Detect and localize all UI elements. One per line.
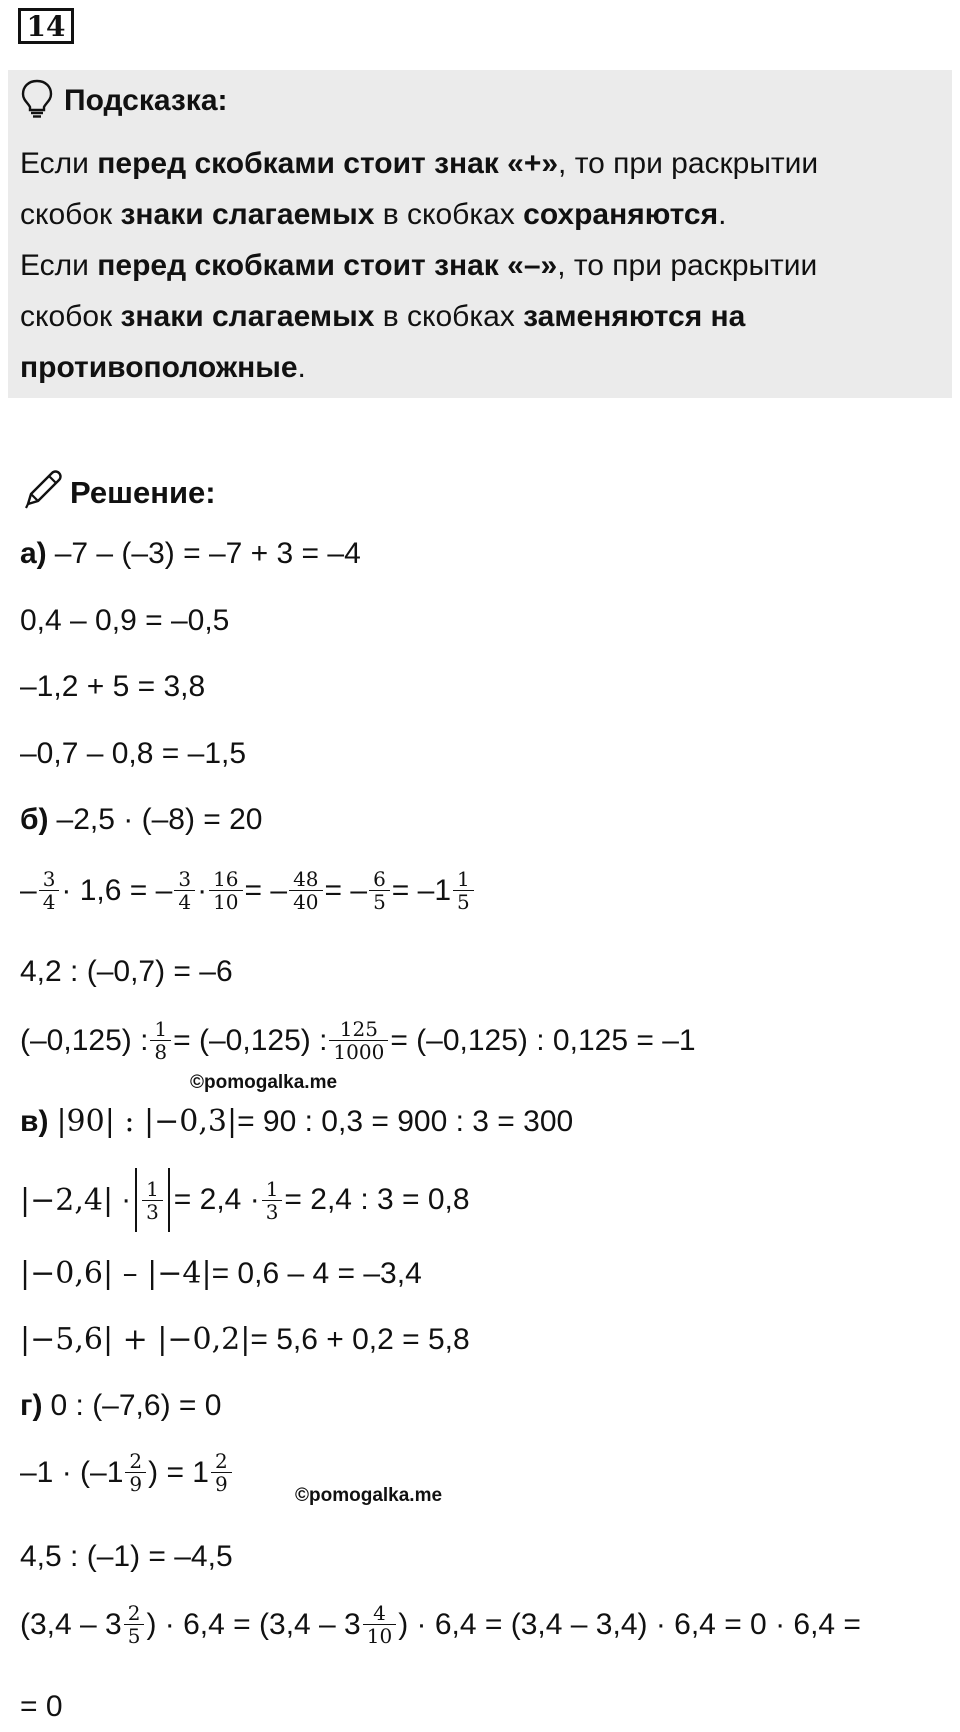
expression-part: = 2,4 · [173,1183,260,1216]
solution-line-v2 [20,1168,470,1232]
expression-part: = (–0,125) : 0,125 = –1 [390,1023,696,1057]
fraction: $\frac{3}{4}$ [41,868,58,913]
expression: 4,2 : (–0,7) = –6 [20,955,233,988]
solution-line-b4 [20,1018,696,1063]
expression-part: · [121,1183,132,1216]
watermark: ©pomogalka.me [295,1485,443,1506]
expression-part: · [197,873,208,907]
expression: 0,4 – 0,9 = –0,5 [20,604,230,637]
fraction: $\frac{4}{10}$ [365,1602,394,1647]
watermark: ©pomogalka.me [190,1072,338,1093]
task-number: 14 [18,8,74,44]
expression-part: = – [244,873,288,907]
expression: 0 : (–7,6) = 0 [50,1389,222,1422]
fraction: $\frac{1}{8}$ [152,1018,169,1063]
math-expression: |−2,4| [20,1182,114,1218]
solution-header [20,468,216,517]
expression: –2,5 · (–8) = 20 [56,803,263,836]
fraction: $\frac{1}{5}$ [455,868,472,913]
expression-part: = (–0,125) : [173,1023,328,1057]
solution-line-v4 [20,1322,470,1357]
expression: –7 – (–3) = –7 + 3 = –4 [54,537,361,570]
expression-part: ) · 6,4 = (3,4 – 3 [146,1607,361,1641]
solution-line-g3 [20,1540,233,1574]
part-label-g: г) [20,1389,43,1422]
expression-part: –1 · (–1 [20,1455,124,1489]
solution-line-b1 [20,803,263,837]
solution-line-g2 [20,1450,234,1495]
expression-part: ) · 6,4 = (3,4 – 3,4) · 6,4 = 0 · 6,4 = [398,1607,861,1641]
expression: 4,5 : (–1) = –4,5 [20,1540,233,1573]
expression-part: (–0,125) : [20,1023,149,1057]
absolute-value [135,1168,170,1232]
solution-line-v1 [20,1104,573,1139]
fraction: $\frac{1}{3}$ [264,1178,281,1223]
solution-line-g1 [20,1389,221,1423]
expression-part: = 90 : 0,3 = 900 : 3 = 300 [237,1104,574,1138]
lightbulb-icon [20,78,54,123]
fraction: $\frac{2}{9}$ [213,1450,230,1495]
part-label-a: а) [20,537,47,570]
expression-part: – [20,873,37,907]
solution-line-g5 [20,1690,63,1724]
expression-part: · 1,6 = – [61,873,173,907]
hint-line: Если перед скобками стоит знак «+», то при раскрытии [20,147,819,180]
expression-part: ) = 1 [148,1455,209,1489]
hint-text [20,138,940,393]
fraction: $\frac{2}{9}$ [127,1450,144,1495]
expression-part: = 2,4 : 3 = 0,8 [284,1183,470,1216]
expression-part: (3,4 – 3 [20,1607,122,1641]
math-expression: |90| : |−0,3| [56,1104,238,1139]
hint-header [20,78,228,123]
expression-part: = 5,6 + 0,2 = 5,8 [250,1322,470,1356]
expression-part: = 0,6 – 4 = –3,4 [211,1256,422,1290]
pencil-icon [20,468,64,517]
hint-line: противоположные. [20,351,306,384]
solution-line-a4 [20,737,246,771]
expression: –0,7 – 0,8 = –1,5 [20,737,247,770]
fraction: $\frac{125}{1000}$ [331,1018,386,1063]
math-expression: |−0,6| – |−4| [20,1256,212,1291]
hint-title: Подсказка: [64,83,228,117]
hint-line: скобок знаки слагаемых в скобках сохраняются. [20,198,727,231]
fraction: $\frac{16}{10}$ [211,868,240,913]
fraction: $\frac{48}{40}$ [291,868,320,913]
hint-line: скобок знаки слагаемых в скобках заменяются на [20,300,746,333]
expression-part: = –1 [391,873,452,907]
fraction: $\frac{3}{4}$ [176,868,193,913]
solution-line-a1 [20,537,361,571]
solution-line-b2 [20,868,476,913]
fraction: $\frac{2}{5}$ [126,1602,143,1647]
expression: = 0 [20,1690,63,1723]
part-label-b: б) [20,803,49,836]
solution-line-b3 [20,955,233,989]
solution-title: Решение: [70,474,216,510]
fraction: $\frac{1}{3}$ [144,1178,161,1223]
expression-part: = – [324,873,368,907]
math-expression: |−5,6| + |−0,2| [20,1322,251,1357]
hint-line: Если перед скобками стоит знак «–», то при раскрытии [20,249,818,282]
solution-line-v3 [20,1256,422,1291]
part-label-v: в) [20,1104,49,1138]
expression: –1,2 + 5 = 3,8 [20,670,206,703]
solution-line-a3 [20,670,205,704]
solution-line-a2 [20,604,229,638]
solution-line-g4 [20,1602,861,1647]
fraction: $\frac{6}{5}$ [371,868,388,913]
